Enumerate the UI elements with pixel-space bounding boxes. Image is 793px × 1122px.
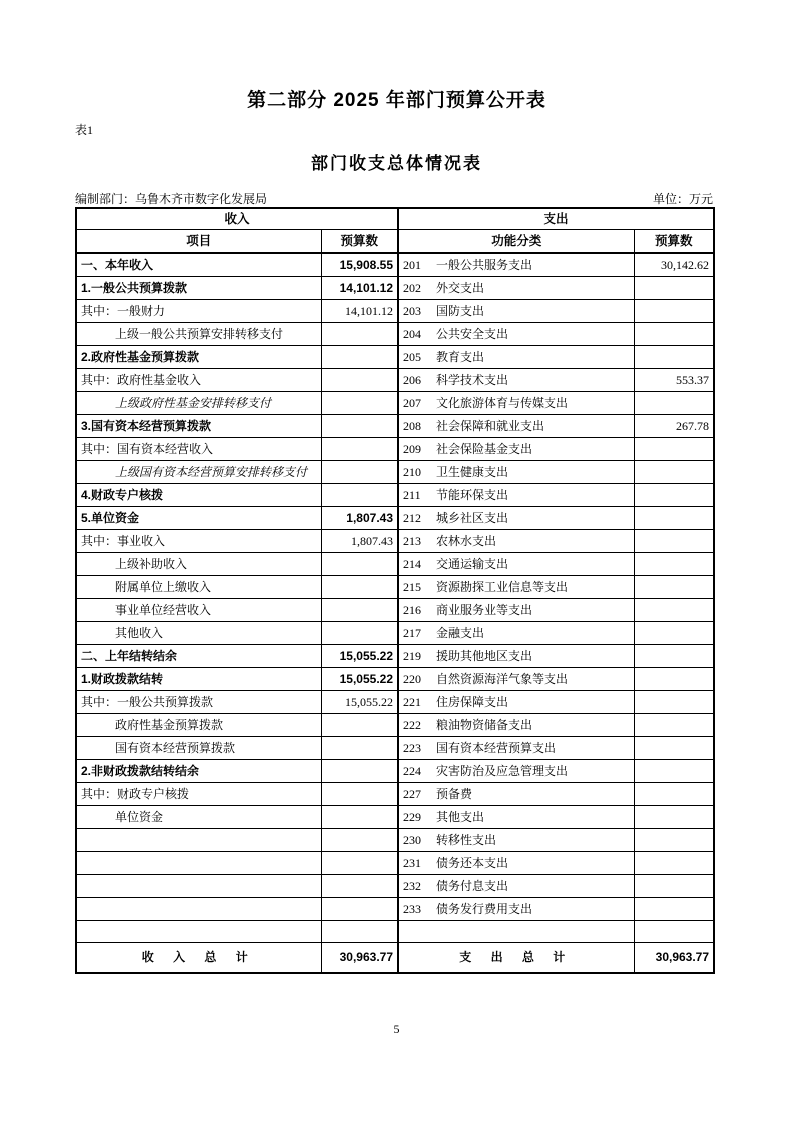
income-item-cell: 二、上年结转结余	[76, 645, 321, 668]
table-row	[76, 921, 714, 943]
expense-function-name: 城乡社区支出	[436, 511, 509, 525]
income-amount-cell: 1,807.43	[321, 530, 398, 553]
income-item-cell: 3.国有资本经营预算拨款	[76, 415, 321, 438]
income-amount-cell: 15,055.22	[321, 691, 398, 714]
expense-function-code: 202	[403, 281, 422, 295]
page-number: 5	[393, 1022, 400, 1036]
income-amount-cell	[321, 461, 398, 484]
income-amount-cell: 15,055.22	[321, 645, 398, 668]
income-item-cell: 一、本年收入	[76, 253, 321, 277]
expense-amount-cell	[634, 714, 714, 737]
table-row	[76, 875, 714, 898]
income-item-cell: 其他收入	[76, 622, 321, 645]
expense-function-code: 203	[403, 304, 422, 318]
income-amount-cell	[321, 921, 398, 943]
income-amount-cell	[321, 553, 398, 576]
expense-amount-cell	[634, 461, 714, 484]
expense-function-cell	[398, 645, 634, 668]
income-item-cell: 4.财政专户核拨	[76, 484, 321, 507]
table-row	[76, 369, 714, 392]
expense-amount-cell	[634, 783, 714, 806]
prepared-by-label: 编制部门：乌鲁木齐市数字化发展局	[75, 192, 268, 206]
expense-amount-cell: 553.37	[634, 369, 714, 392]
budget-table-header	[76, 208, 714, 253]
expense-function-cell	[398, 553, 634, 576]
expense-function-code: 208	[403, 419, 422, 433]
income-item-cell: 其中：一般财力	[76, 300, 321, 323]
income-item-cell: 1.一般公共预算拨款	[76, 277, 321, 300]
table-meta-row	[75, 190, 713, 207]
expense-function-cell	[398, 898, 634, 921]
expense-function-code: 215	[403, 580, 422, 594]
column-header-income-budget: 预算数	[321, 230, 398, 254]
expense-function-name: 商业服务业等支出	[436, 603, 533, 617]
expense-function-code: 217	[403, 626, 422, 640]
table-row	[76, 898, 714, 921]
expense-amount-cell	[634, 277, 714, 300]
expense-function-name: 国防支出	[436, 304, 485, 318]
expense-amount-cell	[634, 300, 714, 323]
expense-function-code: 220	[403, 672, 422, 686]
expense-function-code: 213	[403, 534, 422, 548]
income-item-cell: 国有资本经营预算拨款	[76, 737, 321, 760]
expense-function-cell	[398, 369, 634, 392]
table-row	[76, 783, 714, 806]
expense-function-code: 227	[403, 787, 422, 801]
expense-function-name: 金融支出	[436, 626, 485, 640]
income-amount-cell	[321, 760, 398, 783]
income-amount-cell	[321, 392, 398, 415]
expense-function-name: 债务发行费用支出	[436, 902, 533, 916]
budget-table-footer	[76, 943, 714, 974]
income-item-cell: 其中：一般公共预算拨款	[76, 691, 321, 714]
table-row	[76, 415, 714, 438]
income-item-cell: 上级政府性基金安排转移支付	[76, 392, 321, 415]
table-row	[76, 277, 714, 300]
table-row	[76, 829, 714, 852]
income-item-cell: 1.财政拨款结转	[76, 668, 321, 691]
income-item-cell: 上级补助收入	[76, 553, 321, 576]
expense-function-name: 灾害防治及应急管理支出	[436, 764, 569, 778]
table-row	[76, 622, 714, 645]
income-item-cell: 附属单位上缴收入	[76, 576, 321, 599]
expense-function-code: 219	[403, 649, 422, 663]
income-amount-cell	[321, 622, 398, 645]
income-item-cell	[76, 829, 321, 852]
income-amount-cell	[321, 875, 398, 898]
table-row	[76, 300, 714, 323]
expense-function-name: 交通运输支出	[436, 557, 509, 571]
table-row	[76, 530, 714, 553]
expense-function-name: 卫生健康支出	[436, 465, 509, 479]
income-amount-cell	[321, 898, 398, 921]
expense-amount-cell	[634, 645, 714, 668]
income-amount-cell: 15,908.55	[321, 253, 398, 277]
expense-function-name: 农林水支出	[436, 534, 497, 548]
expense-function-cell	[398, 461, 634, 484]
expense-amount-cell	[634, 668, 714, 691]
expense-function-name: 援助其他地区支出	[436, 649, 533, 663]
table-row	[76, 484, 714, 507]
expense-group-header: 支出	[398, 208, 714, 230]
expense-amount-cell: 30,142.62	[634, 253, 714, 277]
expense-function-name: 债务付息支出	[436, 879, 509, 893]
expense-function-code: 209	[403, 442, 422, 456]
income-amount-cell: 15,055.22	[321, 668, 398, 691]
income-item-cell: 其中：国有资本经营收入	[76, 438, 321, 461]
expense-function-code: 221	[403, 695, 422, 709]
expense-function-cell	[398, 277, 634, 300]
table-row	[76, 599, 714, 622]
expense-amount-cell	[634, 691, 714, 714]
expense-function-code: 231	[403, 856, 422, 870]
income-amount-cell	[321, 346, 398, 369]
expense-amount-cell	[634, 898, 714, 921]
expense-function-cell	[398, 806, 634, 829]
income-item-cell: 2.非财政拨款结转结余	[76, 760, 321, 783]
income-item-cell: 政府性基金预算拨款	[76, 714, 321, 737]
expense-function-name: 粮油物资储备支出	[436, 718, 533, 732]
table-row	[76, 668, 714, 691]
table-row	[76, 438, 714, 461]
expense-function-name: 科学技术支出	[436, 373, 509, 387]
expense-function-name: 一般公共服务支出	[436, 258, 533, 272]
expense-function-cell	[398, 875, 634, 898]
table-label: 表1	[75, 123, 94, 137]
income-item-cell: 2.政府性基金预算拨款	[76, 346, 321, 369]
income-amount-cell	[321, 783, 398, 806]
table-row	[76, 553, 714, 576]
expense-function-cell	[398, 622, 634, 645]
expense-amount-cell	[634, 852, 714, 875]
table-row	[76, 852, 714, 875]
expense-function-code: 201	[403, 258, 422, 272]
expense-amount-cell	[634, 553, 714, 576]
expense-function-cell	[398, 691, 634, 714]
expense-function-code: 229	[403, 810, 422, 824]
income-total-amount: 30,963.77	[321, 943, 398, 974]
expense-function-cell	[398, 852, 634, 875]
expense-function-code: 206	[403, 373, 422, 387]
expense-amount-cell	[634, 622, 714, 645]
expense-function-code: 222	[403, 718, 422, 732]
expense-function-name: 其他支出	[436, 810, 485, 824]
expense-function-code: 214	[403, 557, 422, 571]
table-row	[76, 737, 714, 760]
income-amount-cell	[321, 852, 398, 875]
expense-amount-cell	[634, 530, 714, 553]
income-item-cell: 其中：政府性基金收入	[76, 369, 321, 392]
income-amount-cell	[321, 576, 398, 599]
expense-function-name: 公共安全支出	[436, 327, 509, 341]
expense-function-code: 204	[403, 327, 422, 341]
income-item-cell: 其中：财政专户核拨	[76, 783, 321, 806]
unit-note-label: 单位：万元	[652, 192, 713, 206]
income-amount-cell	[321, 369, 398, 392]
income-amount-cell: 14,101.12	[321, 300, 398, 323]
column-header-expense-budget: 预算数	[634, 230, 714, 254]
table-row	[76, 323, 714, 346]
expense-function-cell	[398, 760, 634, 783]
expense-amount-cell	[634, 737, 714, 760]
income-amount-cell: 1,807.43	[321, 507, 398, 530]
expense-amount-cell	[634, 875, 714, 898]
income-amount-cell	[321, 806, 398, 829]
budget-table-body	[76, 253, 714, 943]
expense-function-code: 207	[403, 396, 422, 410]
expense-function-cell	[398, 668, 634, 691]
expense-function-name: 国有资本经营预算支出	[436, 741, 557, 755]
column-header-function: 功能分类	[398, 230, 634, 254]
income-item-cell	[76, 852, 321, 875]
column-header-item: 项目	[76, 230, 321, 254]
table-row	[76, 691, 714, 714]
income-amount-cell	[321, 737, 398, 760]
expense-amount-cell	[634, 599, 714, 622]
expense-function-code: 216	[403, 603, 422, 617]
expense-total-label: 支 出 总 计	[398, 943, 634, 974]
expense-amount-cell	[634, 760, 714, 783]
table-row	[76, 714, 714, 737]
income-amount-cell	[321, 714, 398, 737]
expense-function-code: 233	[403, 902, 422, 916]
expense-function-code: 223	[403, 741, 422, 755]
table-row	[76, 392, 714, 415]
table-row	[76, 461, 714, 484]
column-header-row	[76, 230, 714, 254]
expense-function-name: 转移性支出	[436, 833, 497, 847]
expense-function-name: 住房保障支出	[436, 695, 509, 709]
income-amount-cell	[321, 599, 398, 622]
income-amount-cell	[321, 829, 398, 852]
income-item-cell: 上级一般公共预算安排转移支付	[76, 323, 321, 346]
expense-function-name: 节能环保支出	[436, 488, 509, 502]
table-row	[76, 253, 714, 277]
expense-amount-cell	[634, 576, 714, 599]
income-amount-cell	[321, 484, 398, 507]
income-amount-cell	[321, 438, 398, 461]
income-item-cell	[76, 921, 321, 943]
group-header-row	[76, 208, 714, 230]
table-row	[76, 346, 714, 369]
income-item-cell: 单位资金	[76, 806, 321, 829]
expense-amount-cell	[634, 346, 714, 369]
income-item-cell: 上级国有资本经营预算安排转移支付	[76, 461, 321, 484]
total-row	[76, 943, 714, 974]
income-item-cell	[76, 898, 321, 921]
table-row	[76, 760, 714, 783]
expense-function-cell	[398, 300, 634, 323]
expense-function-cell	[398, 714, 634, 737]
income-total-label: 收 入 总 计	[76, 943, 321, 974]
expense-function-name: 社会保险基金支出	[436, 442, 533, 456]
expense-function-cell	[398, 829, 634, 852]
table-row	[76, 806, 714, 829]
expense-function-code: 210	[403, 465, 422, 479]
expense-function-cell	[398, 415, 634, 438]
expense-total-amount: 30,963.77	[634, 943, 714, 974]
income-item-cell: 5.单位资金	[76, 507, 321, 530]
expense-function-code: 211	[403, 488, 421, 502]
income-item-cell: 其中：事业收入	[76, 530, 321, 553]
table-row	[76, 507, 714, 530]
part-title: 第二部分 2025 年部门预算公开表	[247, 90, 546, 111]
table-row	[76, 576, 714, 599]
income-item-cell	[76, 875, 321, 898]
expense-amount-cell	[634, 323, 714, 346]
expense-amount-cell	[634, 806, 714, 829]
expense-function-name: 教育支出	[436, 350, 485, 364]
expense-function-cell	[398, 438, 634, 461]
expense-amount-cell: 267.78	[634, 415, 714, 438]
expense-function-code: 232	[403, 879, 422, 893]
expense-function-name: 债务还本支出	[436, 856, 509, 870]
expense-amount-cell	[634, 507, 714, 530]
budget-table	[75, 207, 715, 974]
income-amount-cell	[321, 323, 398, 346]
income-amount-cell	[321, 415, 398, 438]
income-amount-cell: 14,101.12	[321, 277, 398, 300]
expense-function-name: 预备费	[436, 787, 473, 801]
expense-function-name: 社会保障和就业支出	[436, 419, 545, 433]
expense-function-code: 212	[403, 511, 422, 525]
income-group-header: 收入	[76, 208, 398, 230]
expense-function-name: 文化旅游体育与传媒支出	[436, 396, 569, 410]
expense-amount-cell	[634, 829, 714, 852]
income-item-cell: 事业单位经营收入	[76, 599, 321, 622]
expense-function-cell	[398, 576, 634, 599]
expense-amount-cell	[634, 438, 714, 461]
expense-function-cell	[398, 507, 634, 530]
expense-function-name: 自然资源海洋气象等支出	[436, 672, 569, 686]
expense-amount-cell	[634, 921, 714, 943]
expense-function-cell	[398, 484, 634, 507]
table-row	[76, 645, 714, 668]
expense-function-cell	[398, 783, 634, 806]
expense-amount-cell	[634, 392, 714, 415]
expense-function-cell	[398, 346, 634, 369]
expense-function-cell	[398, 253, 634, 277]
expense-function-name: 外交支出	[436, 281, 485, 295]
expense-amount-cell	[634, 484, 714, 507]
expense-function-code: 230	[403, 833, 422, 847]
expense-function-cell	[398, 530, 634, 553]
expense-function-name: 资源勘探工业信息等支出	[436, 580, 569, 594]
table-title: 部门收支总体情况表	[311, 154, 482, 173]
expense-function-code: 205	[403, 350, 422, 364]
expense-function-cell	[398, 737, 634, 760]
expense-function-cell	[398, 921, 634, 943]
expense-function-code: 224	[403, 764, 422, 778]
expense-function-cell	[398, 599, 634, 622]
expense-function-cell	[398, 323, 634, 346]
expense-function-cell	[398, 392, 634, 415]
